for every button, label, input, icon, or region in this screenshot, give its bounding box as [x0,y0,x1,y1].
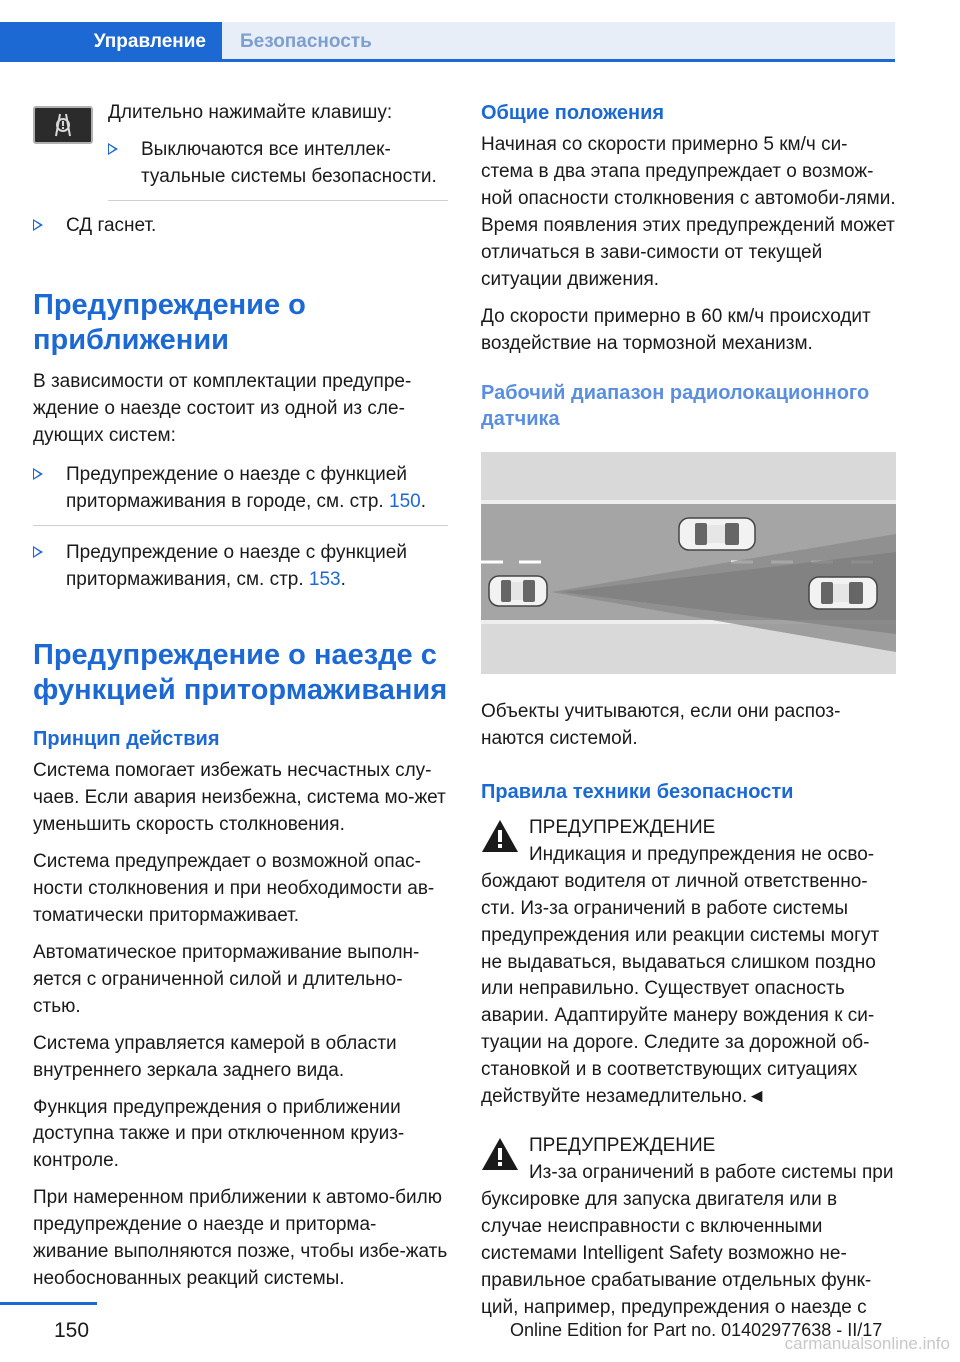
watermark: carmanualsonline.info [784,1334,950,1353]
approach-text: В зависимости от комплектации предупре-ждение о наезде состоит из одной из сле-дующих систем: [33,371,412,447]
warning-block-2 [481,1133,896,1322]
key-intro-text: Длительно нажимайте клавишу: [108,102,393,123]
general-p2: До скорости примерно в 60 км/ч происходит воздействие на тормозной механизм. [481,305,871,354]
triangle-bullet-icon [33,219,43,231]
intelligent-safety-button-icon [33,106,93,144]
warning-block-1 [481,815,896,1112]
heading-approach-warning: Предупреждение о приближении [33,288,306,356]
triangle-bullet-icon [33,468,43,480]
triangle-bullet-icon [33,546,43,558]
left-column [33,100,448,1303]
principle-p6: При намеренном приближении к автомо-билю предупреждение о наезде и притормa-живание выполняются позже, чтобы избе-жать необоснованных реакций системы. [33,1187,448,1290]
warning-title: ПРЕДУПРЕЖДЕНИЕ [529,1135,716,1157]
footer-rule [0,1302,97,1305]
list-item: СД гаснет. [33,213,448,240]
heading-general: Общие положения [481,102,665,124]
right-column [481,100,896,1336]
car-target-icon [809,577,877,609]
page-link-153[interactable]: 153 [308,569,341,591]
heading-principle: Принцип действия [33,727,220,750]
list-item: Выключаются все интеллек-туальные системы безопасности. [108,137,448,191]
car-ego-icon [489,576,547,606]
principle-p1: Система помогает избежать несчастных слу-чаев. Если авария неизбежна, система мо-жет уменьшить скорость столкновения. [33,759,446,835]
header-rule [0,59,895,62]
principle-p4: Система управляется камерой в области внутреннего зеркала заднего вида. [33,1032,397,1081]
tab-safety[interactable]: Безопасность [222,22,895,62]
principle-p3: Автоматическое притормаживание выполн-яется с ограниченной силой и длительно-стью. [33,941,420,1017]
general-p1: Начиная со скорости примерно 5 км/ч си-стема в два этапа предупреждает о возмож-ной опасности столкновения с автомоби-лями. Время появления этих предупреждений может отличаться в зави-симости от текущей ситуации движения. [481,134,896,290]
warning-title: ПРЕДУПРЕЖДЕНИЕ [529,816,716,838]
triangle-bullet-icon [108,143,118,155]
heading-radar-range: Рабочий диапазон радиолокационного датчика [481,381,870,430]
principle-p5: Функция предупреждения о приближении доступна также и при отключенном круиз-контроле. [33,1096,405,1172]
radar-range-illustration [481,452,896,674]
range-caption: Объекты учитываются, если они распоз-наются системой. [481,700,841,749]
warning-triangle-icon [481,819,519,862]
list-item: Предупреждение о наезде с функцией притормаживания в городе, см. стр. 150. [33,462,448,516]
heading-safety-rules: Правила техники безопасности [481,780,794,803]
list-item: Предупреждение о наезде с функцией притормаживания, см. стр. 153. [33,540,448,594]
warning-body: Индикация и предупреждения не осво-бождают водителя от личной ответственно-сти. Из-за ограничений в работе системы предупреждения или реакции системы могут не выдаваться, выдаваться слишком поздно или неправильно. Существует опасность аварии. Адаптируйте манеру вождения к си-туации на дороге. Следите за дорожной об-становкой и в соответствующих ситуациях действуйте незамедлительно.◄ [481,843,880,1108]
header-tabs [0,0,895,62]
car-ahead-icon [679,518,755,550]
tab-control[interactable]: Управление [0,22,222,62]
heading-collision-braking: Предупреждение о наезде с функцией притормаживания [33,639,448,707]
edition-text: Online Edition for Part no. 01402977638 - II/17 [510,1320,883,1340]
page-link-150[interactable]: 150 [389,491,421,513]
warning-body: Из-за ограничений в работе системы при буксировке для запуска двигателя или в случае неисправности с включенными системами Intelligent Safety возможно не-правильное срабатывание отдельных функ-ций, например, предупреждения о наезде с [481,1162,894,1319]
warning-triangle-icon [481,1137,519,1180]
page-number: 150 [54,1319,90,1342]
principle-p2: Система предупреждает о возможной опас-ности столкновения и при необходимости ав-томатически притормаживает. [33,850,435,926]
key-instruction [33,100,448,191]
